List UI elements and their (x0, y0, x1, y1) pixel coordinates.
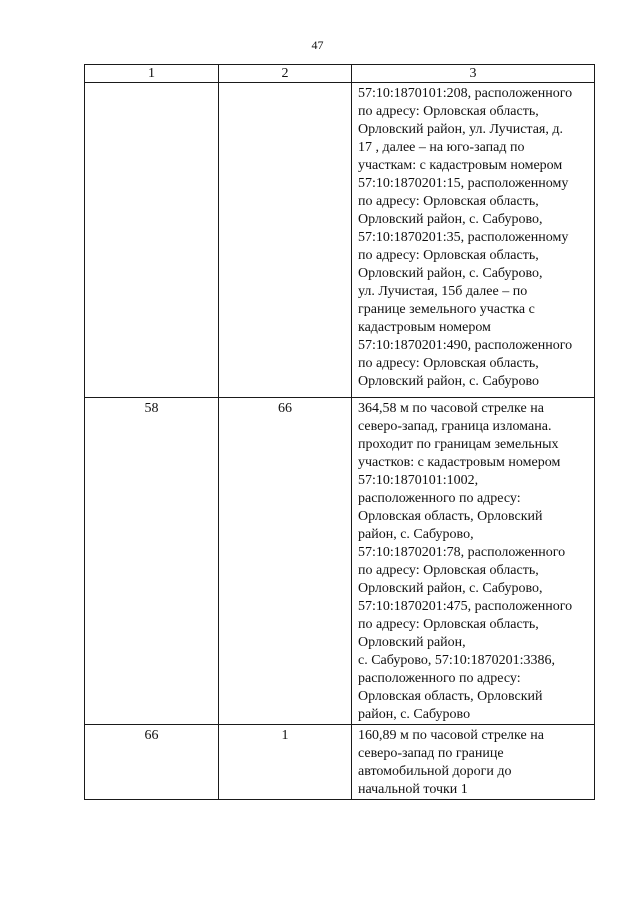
description-line: по адресу: Орловская область, (358, 248, 539, 263)
point-from-cell (85, 83, 219, 398)
description-line: с. Сабурово, 57:10:1870201:3386, (358, 653, 556, 668)
description-line: район, с. Сабурово, (358, 527, 474, 542)
boundary-description-cell (352, 398, 595, 725)
boundary-description-cell (352, 83, 595, 398)
description-line: Орловский район, с. Сабурово, (358, 212, 543, 227)
table-row (85, 725, 595, 800)
description-line: северо-запад по границе (358, 746, 504, 761)
description-line: начальной точки 1 (358, 782, 468, 797)
boundary-description-table (84, 64, 595, 800)
description-line: по адресу: Орловская область, (358, 617, 539, 632)
description-line: кадастровым номером (358, 320, 491, 335)
description-line: Орловский район, с. Сабурово, (358, 581, 543, 596)
description-line: участкам: с кадастровым номером (358, 158, 563, 173)
table-row (85, 398, 595, 725)
description-line: 57:10:1870201:475, расположенного (358, 599, 573, 614)
description-line: северо-запад, граница изломана. (358, 419, 552, 434)
table-row (85, 83, 595, 398)
point-to-cell (219, 83, 352, 398)
description-line: 57:10:1870201:15, расположенному (358, 176, 569, 191)
description-line: 364,58 м по часовой стрелке на (358, 401, 544, 416)
point-from-cell: 58 (85, 398, 219, 725)
description-line: по адресу: Орловская область, (358, 194, 539, 209)
description-line: 160,89 м по часовой стрелке на (358, 728, 544, 743)
description-line: 57:10:1870101:208, расположенного (358, 86, 573, 101)
description-line: участков: с кадастровым номером (358, 455, 561, 470)
point-to-cell: 1 (219, 725, 352, 800)
description-line: 57:10:1870201:490, расположенного (358, 338, 573, 353)
page-number: 47 (311, 38, 324, 52)
description-line: расположенного по адресу: (358, 671, 521, 686)
description-line: 57:10:1870101:1002, (358, 473, 479, 488)
description-line: проходит по границам земельных (358, 437, 559, 452)
description-line: расположенного по адресу: (358, 491, 521, 506)
column-header-2: 2 (219, 65, 352, 83)
description-line: по адресу: Орловская область, (358, 563, 539, 578)
column-header-1: 1 (85, 65, 219, 83)
point-to-cell: 66 (219, 398, 352, 725)
table-header-row (85, 65, 595, 83)
description-line: Орловский район, с. Сабурово, (358, 266, 543, 281)
description-line: Орловская область, Орловский (358, 689, 543, 704)
description-line: границе земельного участка с (358, 302, 535, 317)
description-line: 57:10:1870201:78, расположенного (358, 545, 566, 560)
description-line: 57:10:1870201:35, расположенному (358, 230, 569, 245)
boundary-description-cell (352, 725, 595, 800)
description-line: Орловская область, Орловский (358, 509, 543, 524)
column-header-3: 3 (352, 65, 595, 83)
description-line: автомобильной дороги до (358, 764, 512, 779)
description-line: по адресу: Орловская область, (358, 104, 539, 119)
description-line: район, с. Сабурово (358, 707, 471, 722)
description-line: 17 , далее – на юго-запад по (358, 140, 525, 155)
description-line: по адресу: Орловская область, (358, 356, 539, 371)
description-line: Орловский район, ул. Лучистая, д. (358, 122, 563, 137)
description-line: ул. Лучистая, 15б далее – по (358, 284, 528, 299)
description-line: Орловский район, с. Сабурово (358, 374, 540, 389)
description-line: Орловский район, (358, 635, 466, 650)
point-from-cell: 66 (85, 725, 219, 800)
